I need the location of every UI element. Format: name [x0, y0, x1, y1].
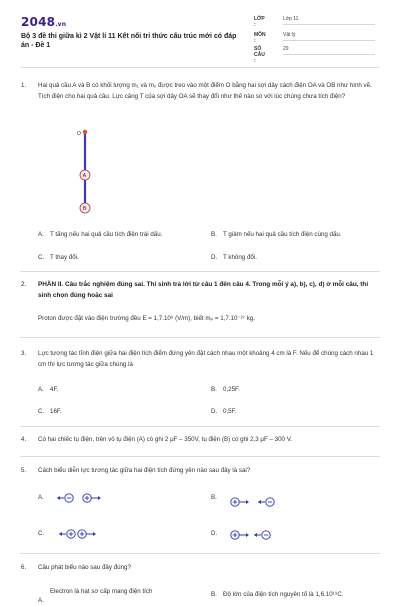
- header-divider: [20, 67, 380, 68]
- question-divider: [20, 426, 380, 427]
- q3-option-d[interactable]: D. 0,5F.: [211, 408, 237, 415]
- document-title: Bộ 3 đề thi giữa kì 2 Vật lí 11 Kết nối tri thức cấu trúc mới có đáp án - Đề 1: [21, 33, 237, 49]
- arrow-head: [258, 500, 261, 504]
- pendulum-figure: [60, 128, 120, 218]
- question-number: 1.: [21, 82, 27, 89]
- arrow-head: [57, 496, 60, 500]
- q5-option-a[interactable]: A.: [38, 494, 44, 501]
- proton-statement: Proton được đặt vào điện trường đều E = 1,7.10⁶ (V/m), biết mₚ = 1,7.10⁻²⁷ kg.: [38, 315, 255, 322]
- question-text: Câu phát biểu nào sau đây đúng?: [38, 564, 131, 571]
- q1-option-c[interactable]: C. T thay đổi.: [38, 254, 79, 261]
- label-b: B: [83, 206, 87, 212]
- arrow-head: [246, 500, 249, 504]
- document-header: [0, 0, 400, 64]
- question-5: [21, 465, 381, 477]
- q1-option-d[interactable]: D. T không đổi.: [211, 254, 257, 261]
- question-text: Hai quả cầu A và B có khối lượng m₁ và m₂ được treo vào một điểm O bằng hai sợi dây cách điện OA và OB như hình vẽ. Tích điện cho hai quả cầu. Lực căng T của sợi dây OA sẽ thay đổi như thế nào so với lúc chúng chưa tích điện?: [38, 82, 372, 100]
- meta-socau-value: 29: [283, 46, 375, 55]
- q5-figure-a: [56, 492, 106, 504]
- question-text: Cách biểu diễn lực tương tác giữa hai điện tích đứng yên nào sau đây là sai?: [38, 467, 251, 474]
- question-1: [21, 80, 381, 120]
- question-number: 5.: [21, 467, 27, 474]
- q1-option-b[interactable]: B. T giảm nếu hai quả cầu tích điện cùng dấu.: [211, 231, 342, 238]
- arrow-head: [93, 532, 96, 536]
- arrow-head: [246, 533, 249, 537]
- q5-option-b[interactable]: B.: [211, 494, 217, 501]
- label-o: O: [77, 131, 81, 137]
- q5-figure-d: [229, 529, 281, 541]
- q3-option-c[interactable]: C. 16F.: [38, 408, 62, 415]
- site-logo[interactable]: 2048.vn: [21, 15, 67, 29]
- question-6: [21, 562, 381, 574]
- question-divider: [20, 337, 380, 338]
- meta-lop-value: Lớp 11: [283, 16, 375, 25]
- meta-mon-value: Vật lý: [283, 32, 375, 41]
- section-2-heading: 2. PHẦN II. Câu trắc nghiệm đúng sai. Thí sinh trả lời từ câu 1 đến câu 4. Trong mỗi ý a), b), c), d) ở mỗi câu, thí sinh chọn đúng hoặc sai: [21, 281, 369, 299]
- label-a: A: [82, 173, 87, 179]
- q3-option-a[interactable]: A. 4F.: [38, 386, 59, 393]
- q3-option-b[interactable]: B. 0,25F.: [211, 386, 240, 393]
- question-divider: [20, 271, 380, 272]
- question-divider: [20, 456, 380, 457]
- question-number: 2.: [21, 281, 27, 288]
- q5-option-c[interactable]: C.: [38, 530, 45, 537]
- q5-figure-c: [58, 528, 110, 540]
- pivot-point: [83, 130, 87, 134]
- q1-option-a[interactable]: A. T tăng nếu hai quả cầu tích điện trái dấu.: [38, 231, 163, 238]
- meta-lop-label: LỚP :: [254, 16, 265, 28]
- question-number: 6.: [21, 564, 27, 571]
- question-number: 3.: [21, 350, 27, 357]
- question-4: [21, 434, 381, 446]
- arrow-head: [98, 496, 101, 500]
- question-text: Lực tương tác tĩnh điện giữa hai điện tích điểm đứng yên đặt cách nhau một khoảng 4 cm là F. Nếu để chúng cách nhau 1 cm thì lực tương tác giữa chúng là: [38, 350, 374, 368]
- q5-figure-b: [229, 496, 281, 508]
- question-text: Có hai chiếc tụ điện, trên vỏ tụ điện (A) có ghi 2 μF – 350V, tụ điện (B) có ghi 2,3 μF – 300 V.: [38, 436, 292, 443]
- question-3: [21, 348, 381, 372]
- q6-option-b[interactable]: B. Độ lớn của điện tích nguyên tố là 1,6.10¹⁹C.: [211, 591, 344, 598]
- arrow-head: [254, 533, 257, 537]
- q5-option-d[interactable]: D.: [211, 530, 218, 537]
- q6-option-a[interactable]: A.Electron là hạt sơ cấp mang điện tích: [38, 588, 153, 604]
- question-number: 4.: [21, 436, 27, 443]
- arrow-head: [59, 532, 62, 536]
- question-divider: [20, 553, 380, 554]
- meta-socau-label: SỐ CÂU :: [254, 46, 265, 64]
- meta-mon-label: MÔN :: [254, 32, 266, 44]
